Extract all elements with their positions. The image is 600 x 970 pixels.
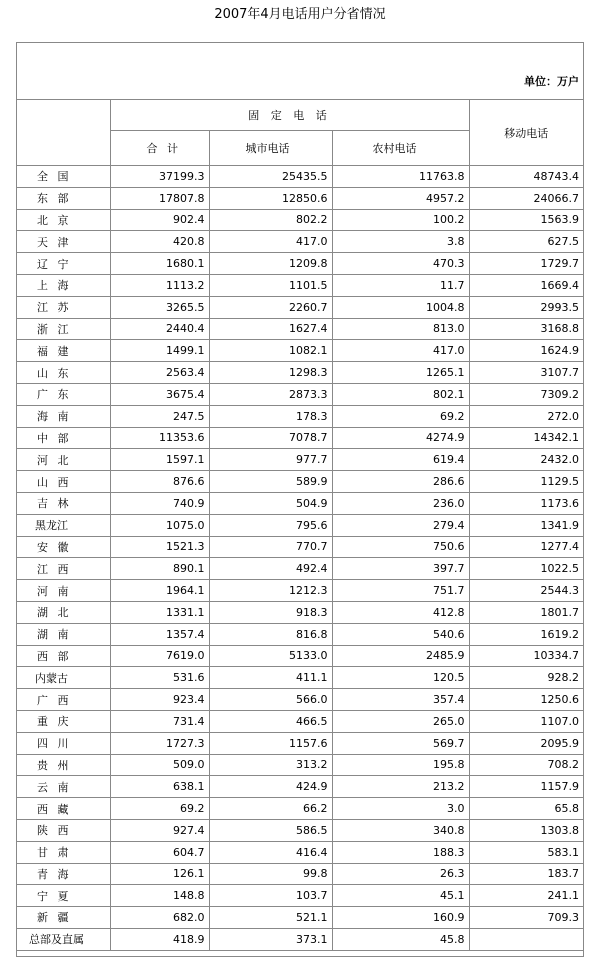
urban-cell: 1298.3 — [209, 362, 332, 384]
total-cell: 682.0 — [110, 907, 209, 929]
table-row — [17, 514, 583, 536]
total-cell: 927.4 — [110, 819, 209, 841]
region-cell: 广 东 — [17, 383, 110, 405]
rural-cell: 3.8 — [332, 231, 469, 253]
rural-cell: 279.4 — [332, 514, 469, 536]
total-cell: 247.5 — [110, 405, 209, 427]
mobile-cell: 1277.4 — [469, 536, 583, 558]
region-cell: 浙 江 — [17, 318, 110, 340]
urban-cell: 770.7 — [209, 536, 332, 558]
urban-cell: 1082.1 — [209, 340, 332, 362]
total-cell: 1521.3 — [110, 536, 209, 558]
urban-cell: 66.2 — [209, 798, 332, 820]
rural-cell: 236.0 — [332, 492, 469, 514]
region-cell: 新 疆 — [17, 907, 110, 929]
urban-cell: 99.8 — [209, 863, 332, 885]
urban-cell: 1209.8 — [209, 253, 332, 275]
rural-cell: 26.3 — [332, 863, 469, 885]
urban-cell: 795.6 — [209, 514, 332, 536]
rural-cell: 4274.9 — [332, 427, 469, 449]
total-cell: 604.7 — [110, 841, 209, 863]
table-row — [17, 885, 583, 907]
total-cell: 890.1 — [110, 558, 209, 580]
region-cell: 贵 州 — [17, 754, 110, 776]
total-cell: 509.0 — [110, 754, 209, 776]
region-cell: 山 东 — [17, 362, 110, 384]
region-cell: 吉 林 — [17, 492, 110, 514]
region-cell: 湖 北 — [17, 601, 110, 623]
total-cell: 876.6 — [110, 471, 209, 493]
rural-cell: 1004.8 — [332, 296, 469, 318]
urban-cell: 373.1 — [209, 928, 332, 950]
region-cell: 海 南 — [17, 405, 110, 427]
table-row — [17, 689, 583, 711]
table-row — [17, 166, 583, 188]
table-row — [17, 449, 583, 471]
total-cell: 1357.4 — [110, 623, 209, 645]
table-row — [17, 318, 583, 340]
total-cell: 731.4 — [110, 710, 209, 732]
table-row — [17, 907, 583, 929]
mobile-cell — [469, 928, 583, 950]
region-cell: 辽 宁 — [17, 253, 110, 275]
mobile-cell: 1250.6 — [469, 689, 583, 711]
table-row — [17, 405, 583, 427]
table-row — [17, 710, 583, 732]
mobile-cell: 1563.9 — [469, 209, 583, 231]
mobile-cell: 272.0 — [469, 405, 583, 427]
urban-cell: 2873.3 — [209, 383, 332, 405]
mobile-cell: 1341.9 — [469, 514, 583, 536]
mobile-cell: 7309.2 — [469, 383, 583, 405]
urban-cell: 589.9 — [209, 471, 332, 493]
total-cell: 638.1 — [110, 776, 209, 798]
region-cell: 总部及直属 — [17, 928, 110, 950]
urban-cell: 586.5 — [209, 819, 332, 841]
region-cell: 黑龙江 — [17, 514, 110, 536]
rural-cell: 120.5 — [332, 667, 469, 689]
telephone-users-table-frame — [16, 42, 584, 957]
region-cell: 宁 夏 — [17, 885, 110, 907]
region-cell: 上 海 — [17, 274, 110, 296]
total-cell: 3265.5 — [110, 296, 209, 318]
mobile-cell: 2544.3 — [469, 580, 583, 602]
rural-cell: 160.9 — [332, 907, 469, 929]
total-cell: 69.2 — [110, 798, 209, 820]
table-row — [17, 492, 583, 514]
table-row — [17, 209, 583, 231]
table-row — [17, 231, 583, 253]
mobile-cell: 1157.9 — [469, 776, 583, 798]
region-cell: 山 西 — [17, 471, 110, 493]
rural-cell: 2485.9 — [332, 645, 469, 667]
rural-cell: 3.0 — [332, 798, 469, 820]
total-cell: 923.4 — [110, 689, 209, 711]
table-row — [17, 623, 583, 645]
mobile-cell: 928.2 — [469, 667, 583, 689]
rural-cell: 69.2 — [332, 405, 469, 427]
mobile-cell: 14342.1 — [469, 427, 583, 449]
urban-cell: 313.2 — [209, 754, 332, 776]
urban-cell: 492.4 — [209, 558, 332, 580]
region-cell: 西 部 — [17, 645, 110, 667]
mobile-cell: 1129.5 — [469, 471, 583, 493]
total-cell: 420.8 — [110, 231, 209, 253]
table-row — [17, 471, 583, 493]
table-row — [17, 645, 583, 667]
total-cell: 1331.1 — [110, 601, 209, 623]
header-rural: 农村电话 — [332, 131, 469, 166]
mobile-cell: 1669.4 — [469, 274, 583, 296]
rural-cell: 540.6 — [332, 623, 469, 645]
table-row — [17, 427, 583, 449]
mobile-cell: 1107.0 — [469, 710, 583, 732]
region-cell: 广 西 — [17, 689, 110, 711]
header-region — [17, 100, 110, 166]
region-cell: 四 川 — [17, 732, 110, 754]
table-row — [17, 667, 583, 689]
rural-cell: 619.4 — [332, 449, 469, 471]
total-cell: 1113.2 — [110, 274, 209, 296]
unit-row — [17, 43, 583, 100]
mobile-cell: 1303.8 — [469, 819, 583, 841]
mobile-cell: 2095.9 — [469, 732, 583, 754]
rural-cell: 750.6 — [332, 536, 469, 558]
rural-cell: 265.0 — [332, 710, 469, 732]
table-row — [17, 863, 583, 885]
total-cell: 1499.1 — [110, 340, 209, 362]
region-cell: 重 庆 — [17, 710, 110, 732]
region-cell: 江 苏 — [17, 296, 110, 318]
rural-cell: 11.7 — [332, 274, 469, 296]
rural-cell: 188.3 — [332, 841, 469, 863]
region-cell: 安 徽 — [17, 536, 110, 558]
table-row — [17, 296, 583, 318]
table-row — [17, 253, 583, 275]
rural-cell: 1265.1 — [332, 362, 469, 384]
urban-cell: 2260.7 — [209, 296, 332, 318]
urban-cell: 816.8 — [209, 623, 332, 645]
rural-cell: 45.8 — [332, 928, 469, 950]
table-row — [17, 558, 583, 580]
mobile-cell: 2993.5 — [469, 296, 583, 318]
table-row — [17, 732, 583, 754]
urban-cell: 5133.0 — [209, 645, 332, 667]
rural-cell: 357.4 — [332, 689, 469, 711]
rural-cell: 569.7 — [332, 732, 469, 754]
table-row — [17, 798, 583, 820]
total-cell: 1964.1 — [110, 580, 209, 602]
region-cell: 全 国 — [17, 166, 110, 188]
total-cell: 3675.4 — [110, 383, 209, 405]
mobile-cell: 10334.7 — [469, 645, 583, 667]
urban-cell: 918.3 — [209, 601, 332, 623]
rural-cell: 802.1 — [332, 383, 469, 405]
total-cell: 1597.1 — [110, 449, 209, 471]
region-cell: 江 西 — [17, 558, 110, 580]
urban-cell: 1627.4 — [209, 318, 332, 340]
urban-cell: 178.3 — [209, 405, 332, 427]
rural-cell: 412.8 — [332, 601, 469, 623]
urban-cell: 466.5 — [209, 710, 332, 732]
table-row — [17, 928, 583, 950]
table-row — [17, 819, 583, 841]
region-cell: 甘 肃 — [17, 841, 110, 863]
mobile-cell: 1173.6 — [469, 492, 583, 514]
table-row — [17, 754, 583, 776]
rural-cell: 45.1 — [332, 885, 469, 907]
header-mobile-phone: 移动电话 — [469, 100, 583, 166]
region-cell: 北 京 — [17, 209, 110, 231]
urban-cell: 1157.6 — [209, 732, 332, 754]
region-cell: 湖 南 — [17, 623, 110, 645]
region-cell: 内蒙古 — [17, 667, 110, 689]
table-row — [17, 776, 583, 798]
total-cell: 148.8 — [110, 885, 209, 907]
mobile-cell: 24066.7 — [469, 187, 583, 209]
total-cell: 1680.1 — [110, 253, 209, 275]
region-cell: 青 海 — [17, 863, 110, 885]
table-row — [17, 841, 583, 863]
unit-label: 单位：万户 — [524, 75, 579, 88]
total-cell: 7619.0 — [110, 645, 209, 667]
rural-cell: 286.6 — [332, 471, 469, 493]
urban-cell: 411.1 — [209, 667, 332, 689]
mobile-cell: 1801.7 — [469, 601, 583, 623]
mobile-cell: 1624.9 — [469, 340, 583, 362]
total-cell: 902.4 — [110, 209, 209, 231]
region-cell: 云 南 — [17, 776, 110, 798]
table-row — [17, 274, 583, 296]
header-row-fixed — [17, 100, 583, 131]
mobile-cell: 627.5 — [469, 231, 583, 253]
total-cell: 1727.3 — [110, 732, 209, 754]
total-cell: 531.6 — [110, 667, 209, 689]
mobile-cell: 48743.4 — [469, 166, 583, 188]
rural-cell: 11763.8 — [332, 166, 469, 188]
urban-cell: 977.7 — [209, 449, 332, 471]
rural-cell: 340.8 — [332, 819, 469, 841]
total-cell: 37199.3 — [110, 166, 209, 188]
region-cell: 西 藏 — [17, 798, 110, 820]
urban-cell: 504.9 — [209, 492, 332, 514]
mobile-cell: 1729.7 — [469, 253, 583, 275]
mobile-cell: 3168.8 — [469, 318, 583, 340]
urban-cell: 416.4 — [209, 841, 332, 863]
header-total: 合 计 — [110, 131, 209, 166]
urban-cell: 566.0 — [209, 689, 332, 711]
page-title: 2007年4月电话用户分省情况 — [214, 7, 386, 22]
region-cell: 陕 西 — [17, 819, 110, 841]
mobile-cell: 3107.7 — [469, 362, 583, 384]
table-row — [17, 362, 583, 384]
mobile-cell: 1022.5 — [469, 558, 583, 580]
table-row — [17, 340, 583, 362]
total-cell: 11353.6 — [110, 427, 209, 449]
table-row — [17, 383, 583, 405]
header-urban: 城市电话 — [209, 131, 332, 166]
urban-cell: 103.7 — [209, 885, 332, 907]
mobile-cell: 241.1 — [469, 885, 583, 907]
rural-cell: 100.2 — [332, 209, 469, 231]
total-cell: 1075.0 — [110, 514, 209, 536]
region-cell: 河 南 — [17, 580, 110, 602]
total-cell: 2563.4 — [110, 362, 209, 384]
mobile-cell: 709.3 — [469, 907, 583, 929]
rural-cell: 417.0 — [332, 340, 469, 362]
region-cell: 东 部 — [17, 187, 110, 209]
total-cell: 740.9 — [110, 492, 209, 514]
total-cell: 126.1 — [110, 863, 209, 885]
rural-cell: 397.7 — [332, 558, 469, 580]
rural-cell: 751.7 — [332, 580, 469, 602]
total-cell: 418.9 — [110, 928, 209, 950]
rural-cell: 195.8 — [332, 754, 469, 776]
total-cell: 17807.8 — [110, 187, 209, 209]
urban-cell: 1101.5 — [209, 274, 332, 296]
mobile-cell: 708.2 — [469, 754, 583, 776]
urban-cell: 12850.6 — [209, 187, 332, 209]
region-cell: 中 部 — [17, 427, 110, 449]
rural-cell: 4957.2 — [332, 187, 469, 209]
table-row — [17, 580, 583, 602]
region-cell: 河 北 — [17, 449, 110, 471]
mobile-cell: 183.7 — [469, 863, 583, 885]
telephone-users-table — [17, 100, 583, 951]
urban-cell: 7078.7 — [209, 427, 332, 449]
rural-cell: 813.0 — [332, 318, 469, 340]
urban-cell: 802.2 — [209, 209, 332, 231]
region-cell: 福 建 — [17, 340, 110, 362]
rural-cell: 470.3 — [332, 253, 469, 275]
region-cell: 天 津 — [17, 231, 110, 253]
urban-cell: 1212.3 — [209, 580, 332, 602]
rural-cell: 213.2 — [332, 776, 469, 798]
urban-cell: 521.1 — [209, 907, 332, 929]
mobile-cell: 65.8 — [469, 798, 583, 820]
mobile-cell: 583.1 — [469, 841, 583, 863]
header-fixed-phone: 固 定 电 话 — [110, 100, 469, 131]
mobile-cell: 2432.0 — [469, 449, 583, 471]
table-row — [17, 601, 583, 623]
urban-cell: 424.9 — [209, 776, 332, 798]
total-cell: 2440.4 — [110, 318, 209, 340]
urban-cell: 417.0 — [209, 231, 332, 253]
table-row — [17, 536, 583, 558]
urban-cell: 25435.5 — [209, 166, 332, 188]
table-row — [17, 187, 583, 209]
mobile-cell: 1619.2 — [469, 623, 583, 645]
